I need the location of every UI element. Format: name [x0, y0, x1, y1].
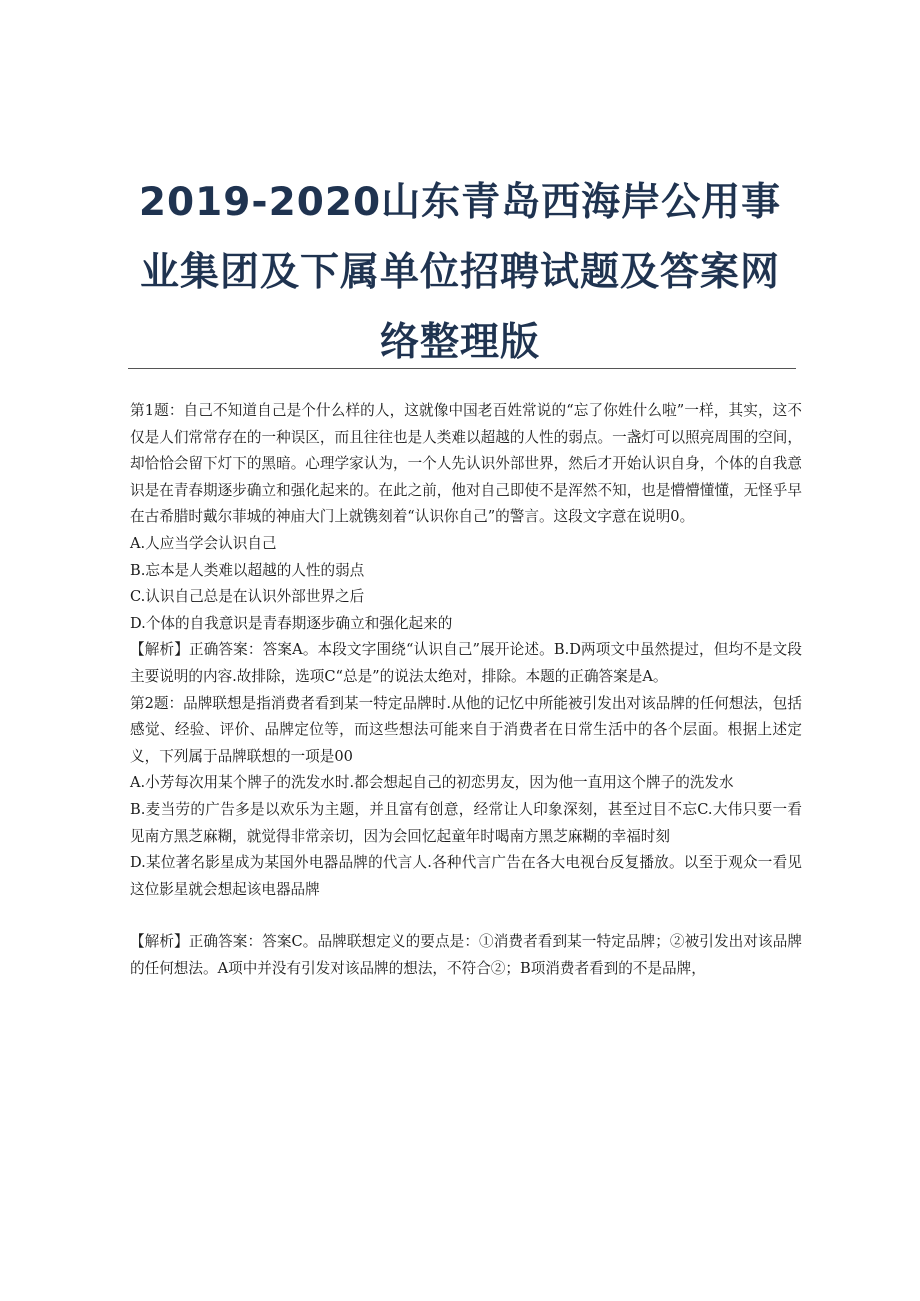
document-title — [120, 168, 800, 378]
question-2-analysis: 【解析】正确答案：答案C。品牌联想定义的要点是：①消费者看到某一特定品牌；②被引发出对该品牌的任何想法。A项中并没有引发对该品牌的想法，不符合②；B项消费者看到的不是品牌， — [130, 933, 802, 977]
title-line-3: 络整理版 — [379, 320, 540, 365]
question-1-option-d: D.个体的自我意识是青春期逐步确立和强化起来的 — [130, 614, 453, 632]
question-1-option-b: B.忘本是人类难以超越的人性的弱点 — [130, 561, 365, 579]
question-2-option-a: A.小芳每次用某个牌子的洗发水时.都会想起自己的初恋男友，因为他一直用这个牌子的洗发水 — [130, 774, 734, 792]
question-1-stem: 第1题：自己不知道自己是个什么样的人，这就像中国老百姓常说的“忘了你姓什么啦”一样，其实，这不仅是人们常常存在的一种误区，而且往往也是人类难以超越的人性的弱点。一盏灯可以照亮周围的空间，却恰恰会留下灯下的黑暗。心理学家认为，一个人先认识外部世界，然后才开始认识自身，个体的自我意识是在青春期逐步确立和强化起来的。在此之前，他对自己即使不是浑然不知，也是懵懵懂懂，无怪乎早在古希腊时戴尔菲城的神庙大门上就镌刻着“认识你自己”的警言。这段文字意在说明0。 — [130, 402, 802, 526]
question-1-analysis: 【解析】正确答案：答案A。本段文字围绕“认识自己”展开论述。B.D两项文中虽然提过，但均不是文段主要说明的内容.故排除，选项C“总是”的说法太绝对，排除。本题的正确答案是A。 — [130, 641, 802, 685]
question-2-option-b-c: B.麦当劳的广告多是以欢乐为主题，并且富有创意，经常让人印象深刻，甚至过目不忘C.大伟只要一看见南方黑芝麻糊，就觉得非常亲切，因为会回忆起童年时喝南方黑芝麻糊的幸福时刻 — [130, 800, 802, 845]
paragraph-gap — [130, 903, 802, 929]
title-line-1: 2019-2020山东青岛西海岸公用事 — [138, 180, 782, 225]
question-2-option-d: D.某位著名影星成为某国外电器品牌的代言人.各种代言广告在各大电视台反复播放。以至于观众一看见这位影星就会想起该电器品牌 — [130, 854, 802, 898]
question-1-option-a: A.人应当学会认识自己 — [130, 534, 277, 552]
title-divider — [128, 368, 796, 369]
question-2-stem: 第2题：品牌联想是指消费者看到某一特定品牌时.从他的记忆中所能被引发出对该品牌的任何想法，包括感觉、经验、评价、品牌定位等，而这些想法可能来自于消费者在日常生活中的各个层面。根据上述定义，下列属于品牌联想的一项是00 — [130, 694, 802, 765]
question-1-option-c: C.认识自己总是在认识外部世界之后 — [130, 588, 365, 606]
document-body — [130, 398, 802, 982]
title-line-2: 业集团及下属单位招聘试题及答案网 — [139, 250, 780, 295]
